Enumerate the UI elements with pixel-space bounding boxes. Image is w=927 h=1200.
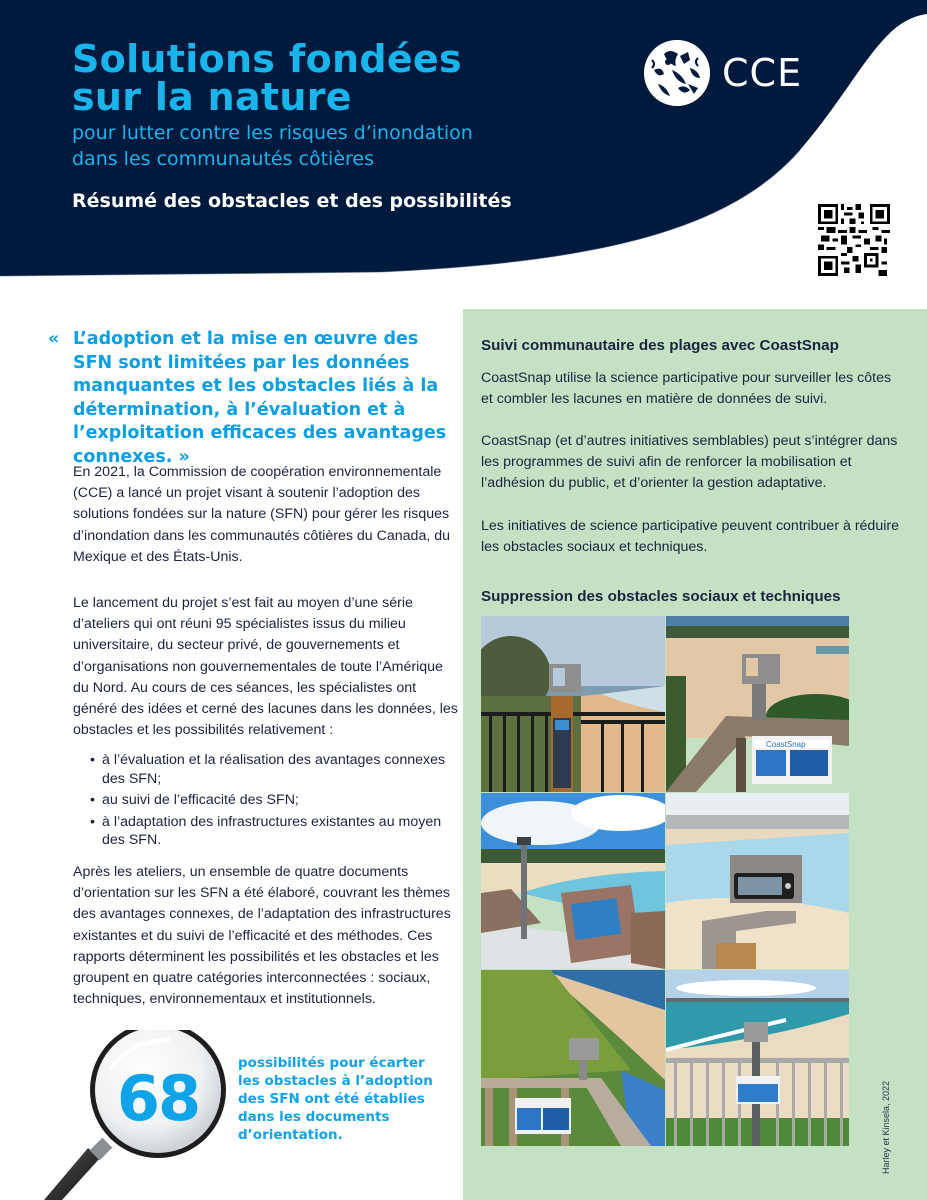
open-quote-mark: « [48, 329, 60, 349]
pull-quote-text: L’adoption et la mise en œuvre des SFN sont limitées par les données manquantes et les obstacles liés à la détermination, à l’évaluation et à l’exploitation efficaces des avantages connexes. [73, 329, 447, 467]
cce-logo[interactable] [644, 40, 802, 106]
coastsnap-paragraph1: CoastSnap utilise la science participative pour surveiller les côtes et combler les lacunes en matière de données de suivi. [481, 370, 892, 408]
stat-description: possibilités pour écarter les obstacles à l’adoption des SFN ont été établies dans les documents d’orientation. [238, 1055, 433, 1143]
list-item: • à l’adaptation des infrastructures existantes au moyen des SFN. [90, 813, 460, 850]
cce-emblem-icon [644, 40, 710, 106]
guidance-paragraph: Après les ateliers, un ensemble de quatre documents d’orientation sur les SFN a été élaboré, couvrant les thèmes des avantages connexes, de l’adaptation des infrastructures existantes et du suivi de l’efficacité et des méthodes. Ces rapports déterminent les possibilités et les obstacles et les groupent en quatre catégories interconnectées : sociaux, techniques, environnementaux et institutionnels. [73, 864, 451, 1008]
intro-paragraph: En 2021, la Commission de coopération environnementale (CCE) a lancé un projet visant à soutenir l’adoption des solutions fondées sur la nature (SFN) pour gérer les risques d’inondation dans les communautés côtières du Canada, du Mexique et des États-Unis. [73, 464, 451, 565]
coastsnap-paragraph2: CoastSnap (et d’autres initiatives semblables) peut s’intégrer dans les programmes de suivi afin de renforcer la mobilisation et l’adhésion du public, et d’orienter la gestion adaptative. [481, 433, 898, 492]
photo-grid [481, 616, 849, 1146]
stat-number: 68 [116, 1062, 200, 1135]
title-block [72, 37, 512, 212]
list-item: • à l’évaluation et la réalisation des avantages connexes des SFN; [90, 751, 460, 788]
list-item: • au suivi de l’efficacité des SFN; [90, 791, 460, 810]
photo-credit: Harley et Kinsela, 2022 [881, 1080, 891, 1174]
subtitle-line2: dans les communautés côtières [72, 148, 374, 170]
photo-coastsnap-deck-dune [481, 970, 665, 1146]
svg-text:CoastSnap: CoastSnap [766, 740, 806, 749]
page-title-line1: Solutions fondées [72, 37, 462, 81]
page-title-line2: sur la nature [72, 75, 352, 119]
logo-text: CCE [722, 51, 803, 95]
qr-code[interactable] [818, 204, 890, 276]
barriers-heading: Suppression des obstacles sociaux et techniques [481, 588, 841, 605]
photo-coastsnap-post-railing [481, 616, 665, 792]
workshops-paragraph: Le lancement du projet s’est fait au moyen d’une série d’ateliers qui ont réuni 95 spécialistes issus du milieu universitaire, du secteur privé, de gouvernements et d’organisations non gouvernementales de toute l’Amérique du Nord. Au cours de ces séances, les spécialistes ont généré des idées et cerné des lacunes dans les données, les obstacles et les possibilités relativement : [73, 595, 458, 739]
pull-quote [48, 328, 458, 469]
coastsnap-heading: Suivi communautaire des plages avec CoastSnap [481, 337, 839, 354]
photo-smartphone-in-cradle [666, 793, 849, 969]
summary-heading: Résumé des obstacles et des possibilités [72, 190, 512, 212]
coastsnap-panel [463, 309, 927, 1200]
header-banner [0, 0, 927, 290]
photo-coastsnap-metal-railing [666, 970, 849, 1146]
photo-coastsnap-wooden-railing [666, 616, 849, 792]
coastsnap-paragraph3: Les initiatives de science participative peuvent contribuer à réduire les obstacles sociaux et techniques. [481, 518, 899, 556]
photo-coastsnap-rock-plaque [481, 793, 665, 969]
close-quote-mark: » [178, 446, 190, 467]
topics-list [90, 751, 460, 853]
subtitle-line1: pour lutter contre les risques d’inondation [72, 122, 473, 144]
